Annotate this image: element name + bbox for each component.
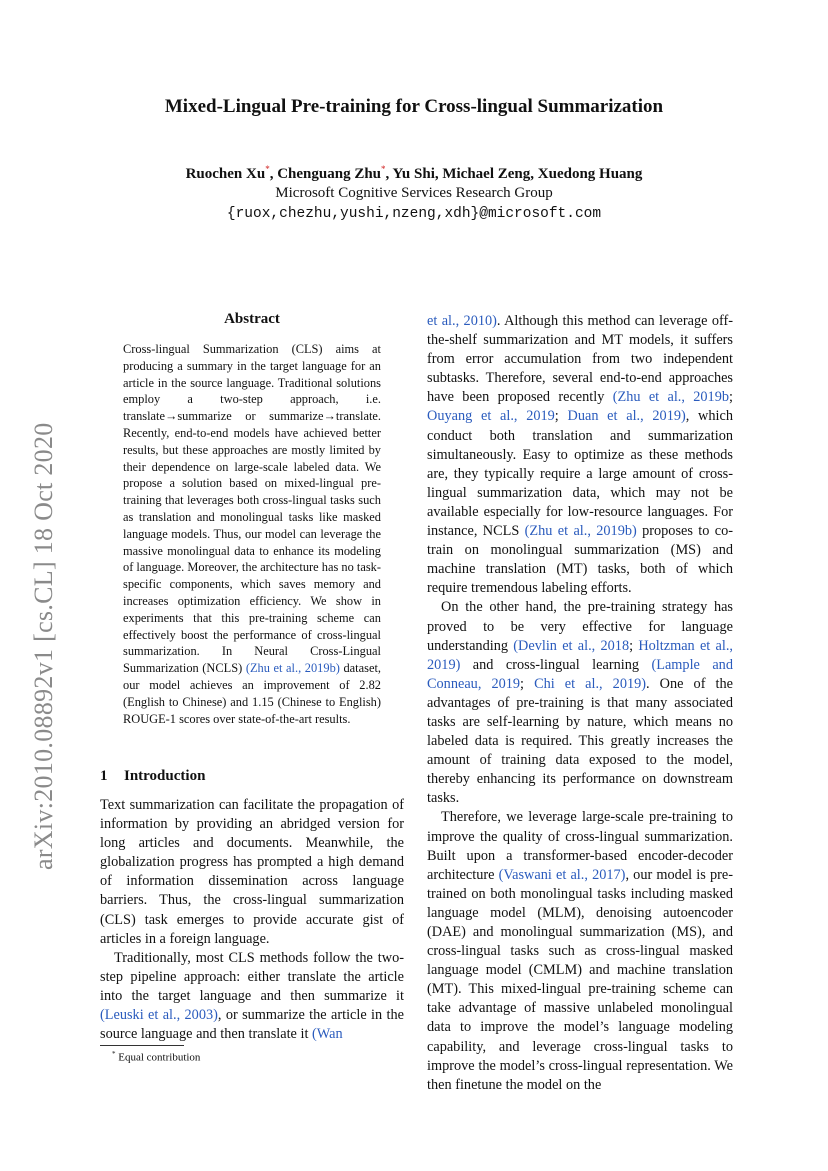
citation-link[interactable]: et al., 2010) (427, 313, 497, 329)
citation-link[interactable]: (Vaswani et al., 2017) (498, 866, 626, 883)
abstract-text: Cross-lingual Summarization (CLS) aims at producing a summary in the target language for an article in the source language. Traditional solutions employ a two-step approach, i.e. translate→summarize or summarize→translate. Recently, end-to-end models have achieved better results, but these approaches are mostly limited by their dependence on large-scale labeled data. We propose a solution based on mixed-lingual pre-training that leverages both cross-lingual tasks such as translation and monolingual tasks like masked language models. Thus, our model can leverage the massive monolingual data to enhance its modeling of language. Moreover, the architecture has no task-specific components, which saves memory and increases optimization efficiency. We show in experiments that this pre-training scheme can effectively boost the performance of cross-lingual summarization. In Neural Cross-Lingual Summarization (NCLS) (123, 342, 381, 676)
paragraph-text: . Although this method can leverage off-the-shelf summarization and MT models, it suffers from error accumulation from two independent subtasks. Therefore, several end-to-end approaches have been proposed recently (427, 313, 733, 406)
author-name: , Yu Shi, Michael Zeng, Xuedong Huang (385, 166, 643, 182)
citation-link[interactable]: (Zhu et al., 2019b (612, 389, 730, 406)
paragraph-text: Therefore, we leverage large-scale pre-training to improve the quality of cross-lingual summarization. Built upon a transformer-based encoder-decoder architecture (427, 809, 733, 883)
citation-link[interactable]: Chi et al., 2019) (534, 675, 647, 692)
citation-link[interactable]: (Devlin et al., 2018 (513, 637, 630, 654)
paragraph-text: . One of the advantages of pre-training is that many associated tasks are self-learning by nature, which means no labeled data is required. This greatly increases the amount of training data exposed to the model, thereby enhancing its performance on downstream tasks. (427, 675, 733, 807)
author-name: , Chenguang Zhu (269, 166, 382, 182)
paper-title: Mixed-Lingual Pre-training for Cross-lingual Summarization (164, 96, 664, 117)
equal-contribution-mark[interactable]: * (265, 164, 270, 174)
citation-link[interactable]: (Leuski et al., 2003) (100, 1007, 218, 1024)
author-name: Ruochen Xu (185, 166, 266, 182)
paragraph (427, 808, 733, 1094)
paragraph-text: , which conduct both translation and summarization simultaneously. Easy to optimize as these methods are, they typically require a large amount of cross-lingual summarization data, which may not be available especially for low-resource languages. For instance, NCLS (427, 408, 733, 540)
abstract-heading: Abstract (224, 311, 280, 327)
section-title: Introduction (124, 768, 206, 784)
footnote (112, 1050, 200, 1064)
left-column-body (100, 796, 404, 1044)
citation-link[interactable]: Ouyang et al., 2019 (427, 408, 555, 425)
paragraph-text: , or summarize the article in the source language and then translate it (100, 1007, 404, 1043)
paragraph: Text summarization can facilitate the propagation of information by providing an abridged version for long articles and documents. Meanwhile, the globalization progress has prompted a high demand of information dissemination across language barriers. Thus, the cross-lingual summarization (CLS) task emerges to provide accurate gist of articles in a foreign language. (100, 797, 404, 947)
author-emails (0, 205, 828, 222)
citation-separator: ; (629, 637, 639, 654)
arxiv-identifier-text: arXiv:2010.08892v1 [cs.CL] 18 Oct 2020 (29, 422, 58, 870)
citation-link[interactable]: (Wan (312, 1026, 343, 1043)
paragraph-text: On the other hand, the pre-training strategy has proved to be very effective for language understanding (427, 599, 733, 654)
section-number: 1 (100, 768, 108, 784)
paragraph-text: and cross-lingual learning (460, 656, 652, 673)
paragraph-text: , our model is pre-trained on both monolingual tasks including masked language model (MLM), denoising autoencoder (DAE) and monolingual summarization (MS), and cross-lingual tasks such as cross-lingual masked language model (CMLM) and machine translation (MT). This mixed-lingual pre-training scheme can take advantage of massive unlabeled monolingual data to improve the model’s language modeling capability, and leverage cross-lingual tasks to improve the model’s cross-lingual representation. We then finetune the model on the (427, 866, 734, 1093)
paragraph (427, 598, 733, 808)
citation-separator: ; (554, 408, 568, 425)
paragraph-text: Traditionally, most CLS methods follow the two-step pipeline approach: either translate the article into the target language and then summarize it (100, 949, 404, 1004)
citation-link[interactable]: (Zhu et al., 2019b) (524, 523, 637, 540)
right-column-body (427, 312, 733, 1095)
citation-link[interactable]: (Lample and Conneau, 2019 (427, 656, 733, 692)
footnote-rule (100, 1045, 184, 1046)
paragraph-text: proposes to co-train on monolingual summarization (MS) and machine translation (MT) tasks, both of which require tremendous labeling efforts. (427, 523, 733, 597)
footnote-mark: * (112, 1050, 116, 1058)
abstract-text: dataset, our model achieves an improvement of 2.82 (English to Chinese) and 1.15 (Chinese to English) ROUGE-1 scores over state-of-the-art results. (123, 661, 381, 726)
footnote-text: Equal contribution (118, 1051, 201, 1064)
section-heading (100, 768, 205, 785)
citation-link[interactable]: (Zhu et al., 2019b) (245, 661, 340, 676)
equal-contribution-mark[interactable]: * (381, 164, 386, 174)
citation-link[interactable]: Holtzman et al., 2019) (427, 637, 734, 673)
paragraph (100, 949, 404, 1044)
abstract-body (123, 341, 381, 727)
affiliation: Microsoft Cognitive Services Research Group (275, 185, 553, 201)
citation-link[interactable]: Duan et al., 2019) (567, 408, 686, 425)
paragraph (427, 312, 733, 598)
author-list (0, 164, 828, 183)
citation-separator: ; (729, 389, 733, 406)
citation-separator: ; (520, 675, 535, 692)
arxiv-identifier (12, 340, 64, 880)
email-text: {ruox,chezhu,yushi,nzeng,xdh}@microsoft.com (226, 206, 602, 222)
